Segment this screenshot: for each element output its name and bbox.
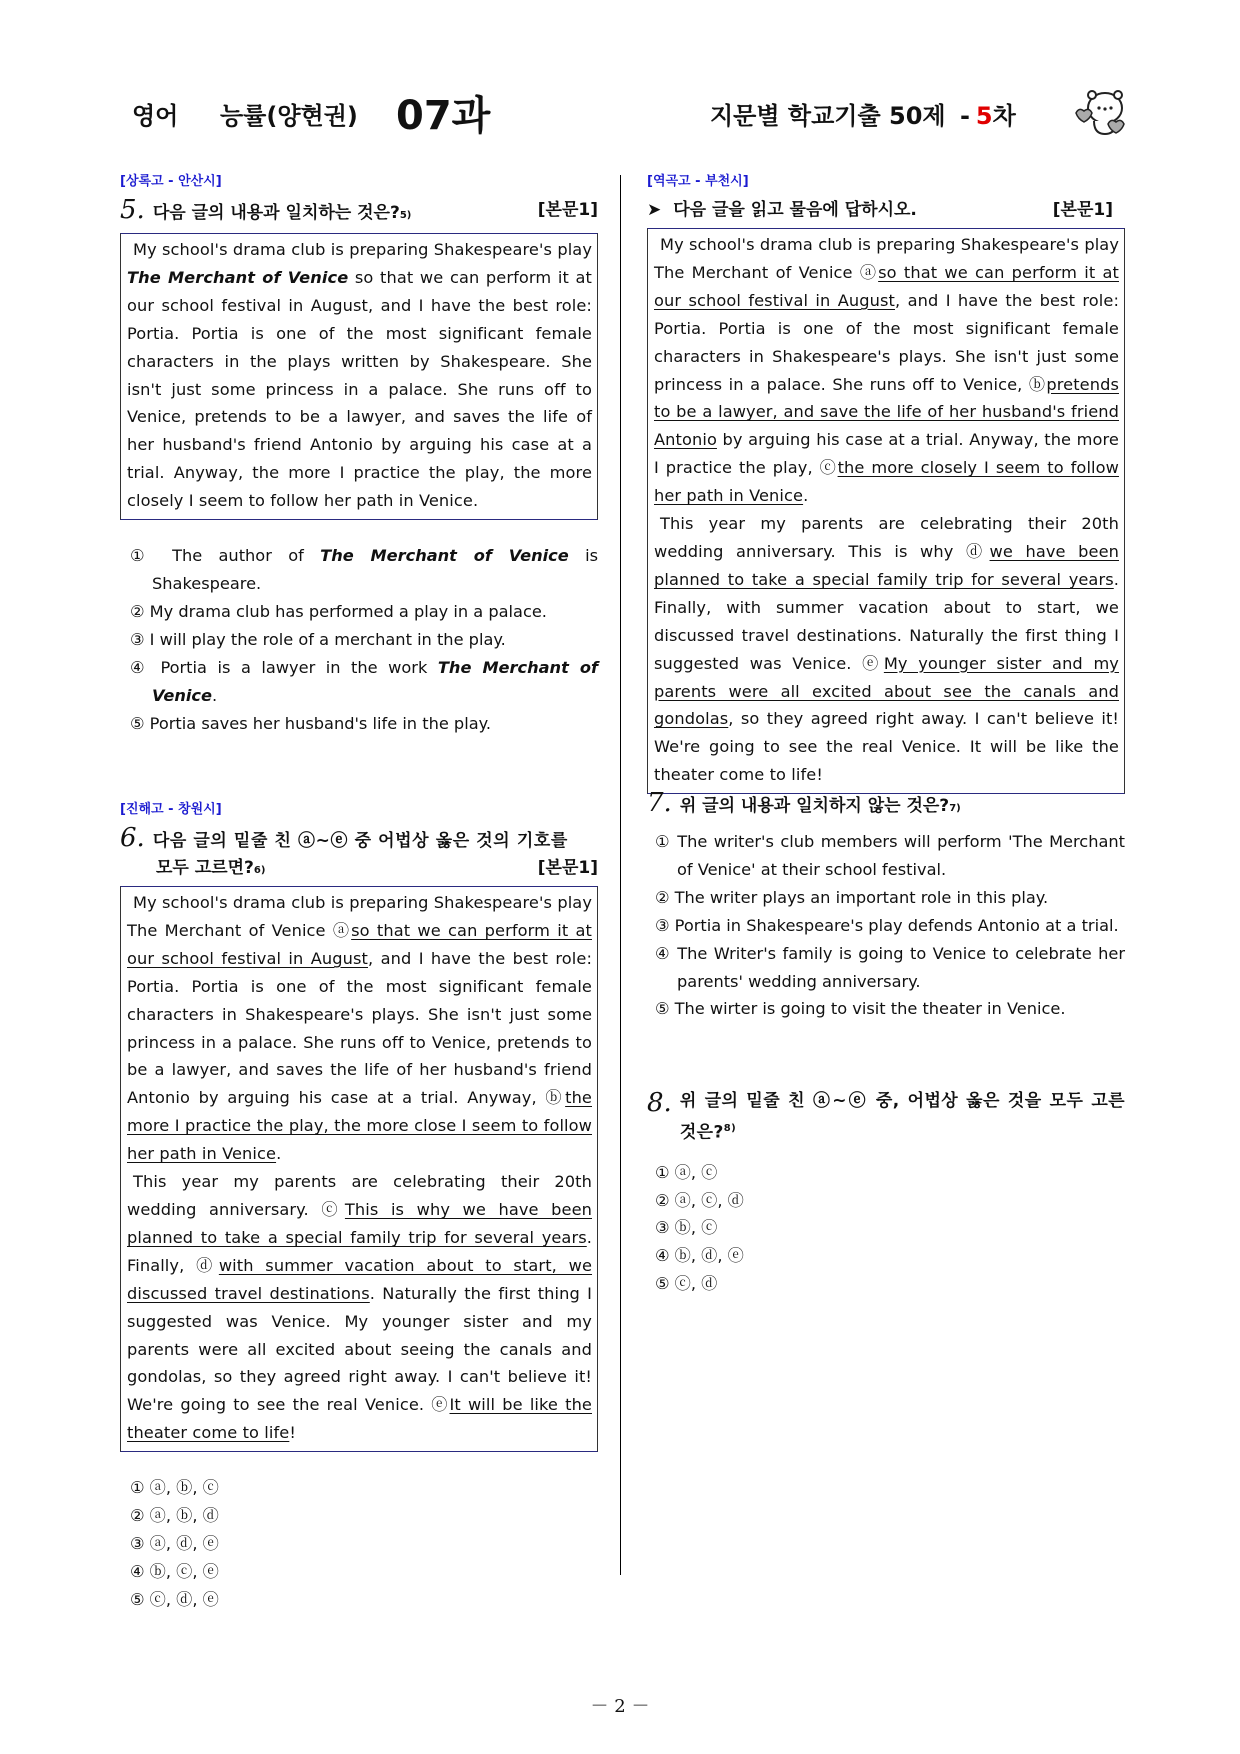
option-2[interactable]: ② The writer plays an important role in this play. [655,887,1049,907]
question-source: [진해고 - 창원시] [120,802,222,817]
passage-box [120,233,598,520]
group-header [647,195,1125,220]
option-3[interactable]: ③ ⓐ, ⓓ, ⓔ [130,1533,219,1553]
play-title: The Merchant of Venice [127,267,349,287]
question-header-line2 [120,853,598,878]
passage-tag: [본문1] [537,858,598,878]
question-prompt: 위 글의 밑줄 친 ⓐ~ⓔ 중, 어법상 옳은 것을 모두 고른 것은?$^{8)}$ [679,1091,1125,1143]
mark-e: ⓔ [431,1395,450,1415]
option-3[interactable]: ③ ⓑ, ⓒ [655,1218,718,1238]
round-number: 5 [975,102,993,130]
question-7 [647,788,1125,1023]
footnote-ref: 5) [399,210,412,221]
question-prompt: 위 글의 내용과 일치하지 않는 것은? [679,796,950,816]
option-2[interactable]: ② My drama club has performed a play in a palace. [130,601,547,621]
arrow-icon: ➤ [647,200,662,220]
mark-c: ⓒ [321,1199,345,1219]
passage-paragraph-2: This year my parents are celebrating their 20th wedding anniversary. This is why ⓓwe have been planned to take a special family trip for several years. Finally, with summer vacation about to start, we discussed travel destinations. Naturally the first thing I suggested was Venice. ⓔMy younger sister and my parents were all excited about see the canals and gondolas, so they agreed right away. I can't believe it! We're going to see the real Venice. It will be like the theater come to life! [654,514,1119,785]
series-title [710,96,1016,131]
passage-paragraph-2: This year my parents are celebrating their 20th wedding anniversary. ⓒThis is why we have been planned to take a special family trip for several years. Finally, ⓓwith summer vacation about to start, we discussed travel destinations. Naturally the first thing I suggested was Venice. My younger sister and my parents were all excited about seeing the canals and gondolas, so they agreed right away. I can't believe it! We're going to see the real Venice. ⓔIt will be like the theater come to life! [127,1172,593,1443]
mark-b: ⓑ [1028,374,1047,394]
option-5[interactable]: ⑤ ⓒ, ⓓ [655,1274,718,1294]
option-2[interactable]: ② ⓐ, ⓑ, ⓓ [130,1506,219,1526]
underline-a: so that we can perform it at our school festival in August [127,920,592,968]
right-column [647,170,1125,1294]
mark-c: ⓒ [819,458,838,478]
passage-paragraph-1: My school's drama club is preparing Shakespeare's play The Merchant of Venice ⓐso that we can perform it at our school festival in August, and I have the best role: Portia. Portia is one of the most significant female characters in Shakespeare's plays. She isn't just some princess in a palace. She runs off to Venice, ⓑpretends to be a lawyer, and save the life of her husband's friend Antonio by arguing his case at a trial. Anyway, the more I practice the play, ⓒthe more closely I seem to follow her path in Venice. [654,235,1119,506]
footnote-ref: 8) [723,1123,737,1134]
underline-d: we have been planned to take a special family trip for several years [654,541,1119,589]
passage-group [647,170,1125,794]
underline-b: pretends to be a lawyer, and save the life of her husband's friend Antonio [654,374,1119,450]
question-number: 8. [647,1088,672,1118]
question-number: 7. [647,788,672,818]
lesson-title: 07과 [396,93,491,139]
series-name: 지문별 학교기출 50제 [710,102,946,130]
question-number: 6. [120,823,145,853]
question-5 [120,170,598,737]
mark-d: ⓓ [196,1255,219,1275]
option-1[interactable]: ① ⓐ, ⓒ [655,1162,718,1182]
option-1[interactable]: ① ⓐ, ⓑ, ⓒ [130,1478,219,1498]
bear-with-hearts-icon [1072,86,1128,138]
underline-e: It will be like the theater come to life [127,1395,592,1443]
question-prompt: 다음 글의 내용과 일치하는 것은? [152,203,400,223]
passage-paragraph-1: My school's drama club is preparing Shakespeare's play The Merchant of Venice ⓐso that we can perform it at our school festival in August, and I have the best role: Portia. Portia is one of the most significant female characters in Shakespeare's plays. She isn't just some princess in a palace. She runs off to Venice, pretends to be a lawyer, and saves the life of her husband's friend Antonio by arguing his case at a trial. Anyway, ⓑthe more I practice the play, the more close I seem to follow her path in Venice. [127,893,592,1164]
mark-b: ⓑ [545,1088,566,1108]
question-6 [120,798,598,1614]
option-3[interactable]: ③ Portia in Shakespeare's play defends Antonio at a trial. [655,915,1119,935]
option-5[interactable]: ⑤ Portia saves her husband's life in the play. [130,713,492,733]
footnote-ref: 6) [253,865,266,876]
question-source: [상록고 - 안산시] [120,174,222,189]
question-number: 5. [120,195,145,225]
underline-b: the more I practice the play, the more close I seem to follow her path in Venice [127,1088,592,1164]
group-prompt: 다음 글을 읽고 물음에 답하시오. [673,200,917,220]
option-4[interactable]: ④ ⓑ, ⓒ, ⓔ [130,1561,219,1581]
option-5[interactable]: ⑤ The wirter is going to visit the theater in Venice. [655,999,1066,1019]
question-source: [역곡고 - 부천시] [647,174,749,189]
left-column [120,170,599,1609]
option-4[interactable]: ④ Portia is a lawyer in the work The Merchant of Venice. [130,657,599,705]
round-suffix: 차 [992,102,1016,130]
underline-e: My younger sister and my parents were all excited about see the canals and gondolas [654,653,1119,729]
option-4[interactable]: ④ The Writer's family is going to Venice to celebrate her parents' wedding anniversary. [655,943,1125,991]
passage-box [647,228,1125,794]
textbook-label: 능률(양현권) [220,102,358,130]
mark-a: ⓐ [859,262,879,282]
footnote-ref: 7) [949,803,961,814]
answer-options [647,828,1125,1023]
mark-a: ⓐ [332,920,352,940]
underline-c: This is why we have been planned to take a special family trip for several years [127,1199,592,1247]
question-header [120,823,598,853]
answer-options [120,1474,598,1614]
option-3[interactable]: ③ I will play the role of a merchant in the play. [130,629,506,649]
option-2[interactable]: ② ⓐ, ⓒ, ⓓ [655,1190,744,1210]
passage-box [120,886,598,1452]
answer-options [647,1159,1125,1299]
option-1[interactable]: ① The writer's club members will perform 'The Merchant of Venice' at their school festival. [655,832,1125,879]
page-number: － 2 － [590,1696,650,1717]
passage-tag: [본문1] [537,200,598,220]
option-4[interactable]: ④ ⓑ, ⓓ, ⓔ [655,1246,744,1266]
underline-d: with summer vacation about to start, we discussed travel destinations [127,1255,593,1303]
question-header [647,788,1125,818]
question-header [120,195,598,225]
column-divider [620,175,621,1575]
option-1[interactable]: ① The author of The Merchant of Venice is Shakespeare. [130,546,599,593]
question-prompt: 다음 글의 밑줄 친 ⓐ~ⓔ 중 어법상 옳은 것의 기호를 [152,831,568,851]
question-8 [647,1088,1125,1298]
mark-d: ⓓ [965,541,990,561]
answer-options [120,542,598,737]
series-dash: - [959,102,970,130]
underline-a: so that we can perform it at our school festival in August [654,262,1119,310]
underline-c: the more closely I seem to follow her path in Venice [654,458,1119,506]
mark-e: ⓔ [862,653,884,673]
question-prompt-cont: 모두 고르면? [156,858,254,878]
passage-text: My school's drama club is preparing Shakespeare's play The Merchant of Venice so that we can perform it at our school festival in August, and I have the best role: Portia. Portia is one of the most significant female characters in the plays written by Shakespeare. She isn't just some princess in a palace. She runs off to Venice, pretends to be a lawyer, and saves the life of her husband's friend Antonio by arguing his case at a trial. Anyway, the more I practice the play, the more closely I seem to follow her path in Venice. [127,240,592,511]
subject-label: 영어 [132,102,179,130]
question-header [647,1088,1125,1147]
option-5[interactable]: ⑤ ⓒ, ⓓ, ⓔ [130,1589,219,1609]
passage-tag: [본문1] [1052,200,1113,220]
